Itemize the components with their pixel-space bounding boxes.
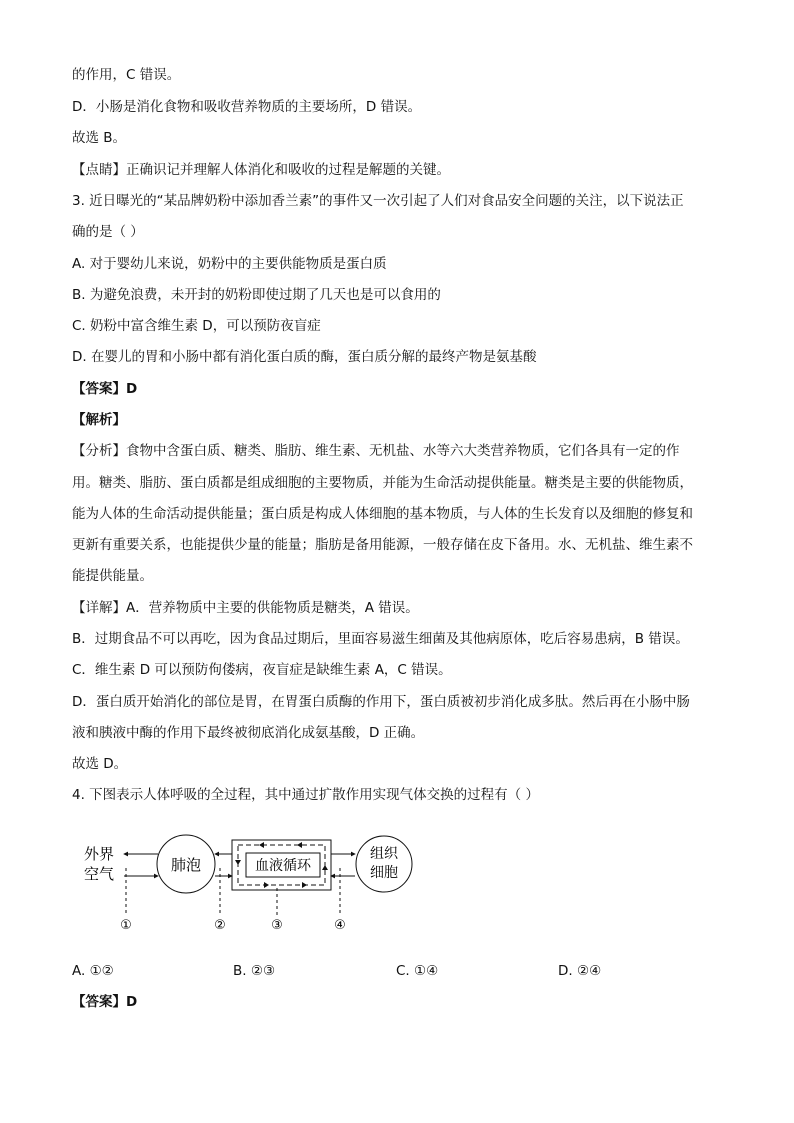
analysis-text: 能提供能量。 <box>72 568 153 584</box>
q4-option-c: C. ①④ <box>396 963 439 979</box>
analysis-text: 能为人体的生命活动提供能量；蛋白质是构成人体细胞的基本物质，与人体的生长发育以及细胞的修复和 <box>72 506 693 522</box>
text-line: 的作用，C 错误。 <box>72 67 181 83</box>
outside-air-label: 外界 <box>84 845 115 863</box>
respiration-diagram <box>72 828 452 940</box>
question-3-stem: 3. 近日曝光的“某品牌奶粉中添加香兰素”的事件又一次引起了人们对食品安全问题的关注，以下说法正 <box>72 193 684 209</box>
outside-air-label: 空气 <box>84 865 115 883</box>
analysis-label: 【解析】 <box>72 412 126 428</box>
marker-1: ① <box>120 918 132 933</box>
detail-text: 【详解】A．营养物质中主要的供能物质是糖类，A 错误。 <box>72 600 419 616</box>
q4-option-d: D. ②④ <box>558 963 602 979</box>
text-line: 故选 B。 <box>72 130 127 146</box>
tissue-cells-circle <box>356 836 412 892</box>
detail-text: 液和胰液中酶的作用下最终被彻底消化成氨基酸，D 正确。 <box>72 725 425 741</box>
text-line: 故选 D。 <box>72 756 128 772</box>
question-3-stem-cont: 确的是（ ） <box>72 224 144 240</box>
option-a: A. 对于婴幼儿来说，奶粉中的主要供能物质是蛋白质 <box>72 256 387 272</box>
q4-option-a: A. ①② <box>72 963 114 979</box>
detail-text: C．维生素 D 可以预防佝偻病，夜盲症是缺维生素 A，C 错误。 <box>72 662 452 678</box>
question-4-stem: 4. 下图表示人体呼吸的全过程，其中通过扩散作用实现气体交换的过程有（ ） <box>72 787 539 803</box>
marker-2: ② <box>214 918 226 933</box>
option-b: B. 为避免浪费，未开封的奶粉即使过期了几天也是可以食用的 <box>72 287 441 303</box>
alveoli-label: 肺泡 <box>170 856 202 874</box>
tissue-cells-label: 细胞 <box>370 865 398 881</box>
text-line: D．小肠是消化食物和吸收营养物质的主要场所，D 错误。 <box>72 99 422 115</box>
marker-3: ③ <box>271 918 283 933</box>
detail-text: D．蛋白质开始消化的部位是胃，在胃蛋白质酶的作用下，蛋白质被初步消化成多肽。然后再在小肠中肠 <box>72 694 690 710</box>
analysis-text: 更新有重要关系，也能提供少量的能量；脂肪是备用能源，一般存储在皮下备用。水、无机盐、维生素不 <box>72 537 693 553</box>
answer-label: 【答案】D <box>72 381 138 397</box>
analysis-text: 【分析】食物中含蛋白质、糖类、脂肪、维生素、无机盐、水等六大类营养物质，它们各具有一定的作 <box>72 443 680 459</box>
option-c: C. 奶粉中富含维生素 D，可以预防夜盲症 <box>72 318 321 334</box>
answer-label-q4: 【答案】D <box>72 994 138 1010</box>
q4-option-b: B. ②③ <box>233 963 276 979</box>
analysis-text: 用。糖类、脂肪、蛋白质都是组成细胞的主要物质，并能为生命活动提供能量。糖类是主要的供能物质， <box>72 475 693 491</box>
option-d: D. 在婴儿的胃和小肠中都有消化蛋白质的酶，蛋白质分解的最终产物是氨基酸 <box>72 349 537 365</box>
blood-circulation-label: 血液循环 <box>255 858 311 874</box>
detail-text: B．过期食品不可以再吃，因为食品过期后，里面容易滋生细菌及其他病原体，吃后容易患病，B 错误。 <box>72 631 689 647</box>
tissue-cells-label: 组织 <box>370 846 398 862</box>
tip-line: 【点睛】正确识记并理解人体消化和吸收的过程是解题的关键。 <box>72 162 450 178</box>
marker-4: ④ <box>334 918 346 933</box>
